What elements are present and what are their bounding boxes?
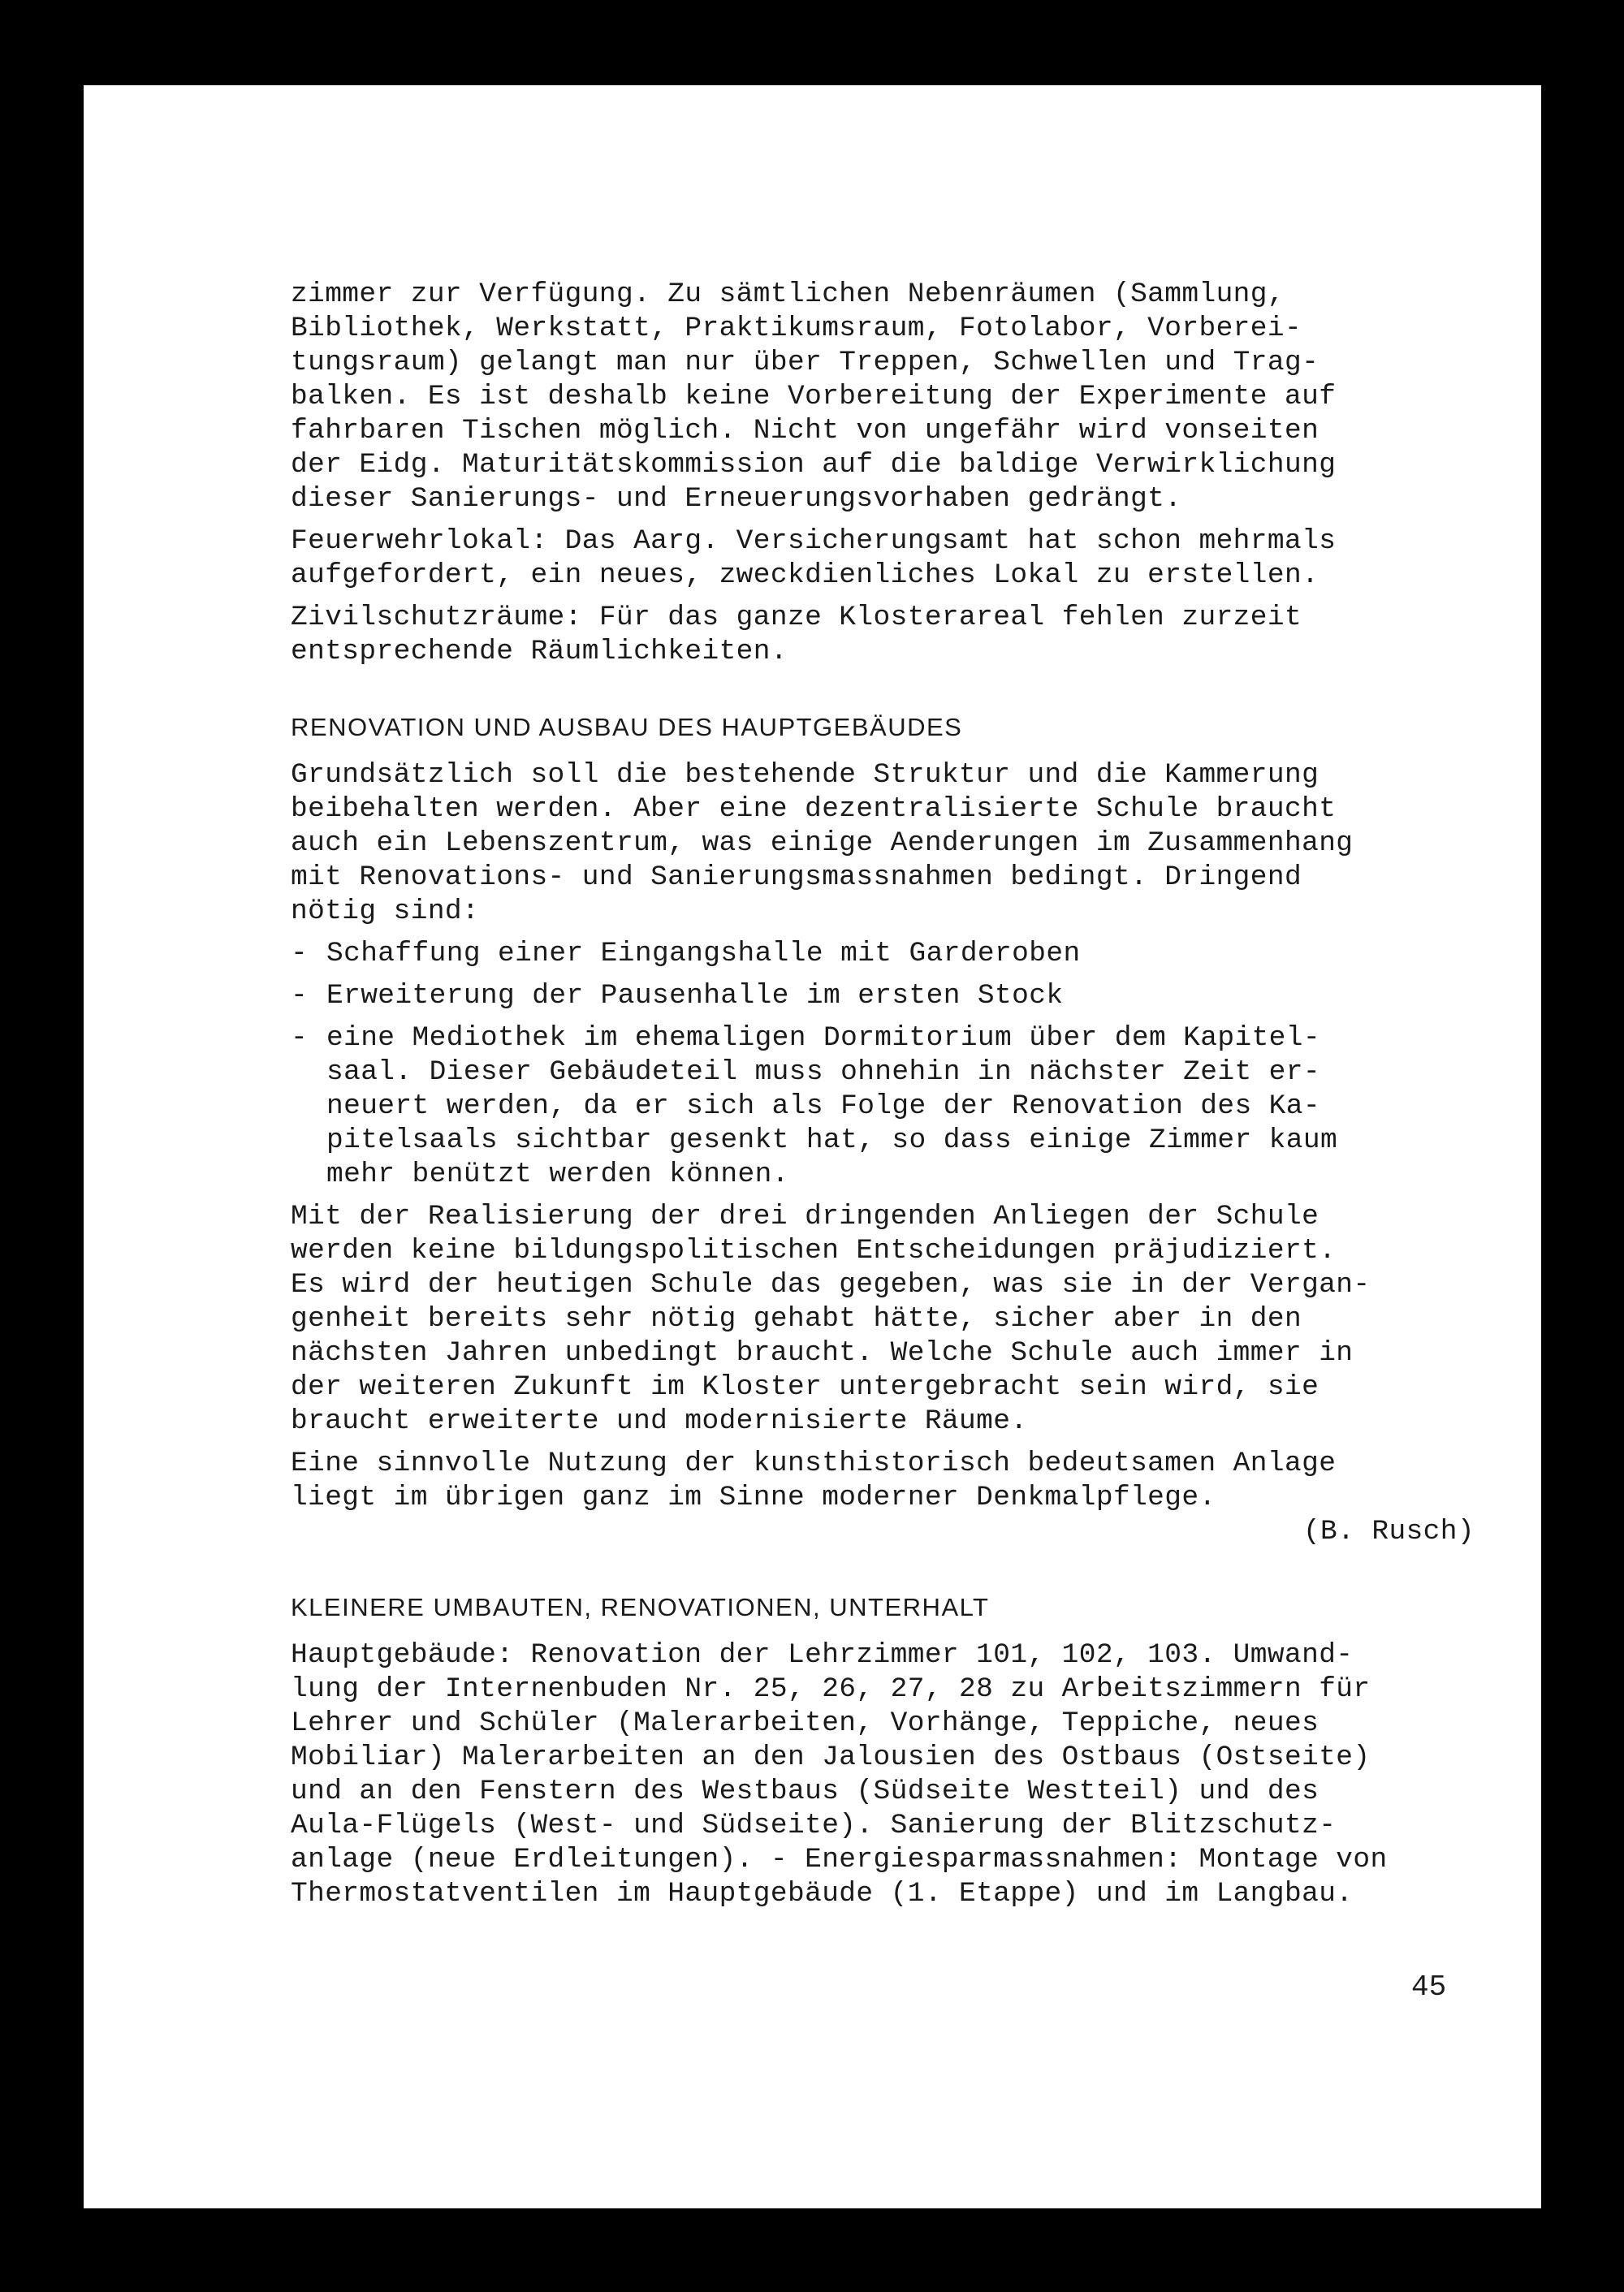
text-line: Mit der Realisierung der drei dringenden Anliegen der Schule [291, 1201, 1320, 1232]
author-signature: (B. Rusch) [1302, 1516, 1475, 1547]
text-line: Lehrer und Schüler (Malerarbeiten, Vorhänge, Teppiche, neues [291, 1707, 1320, 1739]
text-line: der weiteren Zukunft im Kloster untergebracht sein wird, sie [291, 1371, 1320, 1403]
bullet-dash: - [291, 1022, 309, 1054]
text-line: Schaffung einer Eingangshalle mit Garderoben [326, 938, 1081, 969]
section1-paragraph-1 [291, 758, 1566, 929]
section1-paragraph-2 [291, 1200, 1566, 1439]
section-heading-umbauten: KLEINERE UMBAUTEN, RENOVATIONEN, UNTERHALT [291, 1593, 990, 1621]
text-line: Feuerwehrlokal: Das Aarg. Versicherungsamt hat schon mehrmals [291, 525, 1337, 557]
text-line: Zivilschutzräume: Für das ganze Klosterareal fehlen zurzeit [291, 602, 1302, 633]
list-item [291, 1021, 1566, 1192]
text-line: der Eidg. Maturitätskommission auf die baldige Verwirklichung [291, 449, 1337, 481]
text-line: Bibliothek, Werkstatt, Praktikumsraum, Fotolabor, Vorberei- [291, 313, 1302, 344]
text-line: beibehalten werden. Aber eine dezentralisierte Schule braucht [291, 793, 1337, 825]
page-number: 45 [1411, 1970, 1447, 2004]
section1-paragraph-3 [291, 1447, 1566, 1549]
text-line: mit Renovations- und Sanierungsmassnahmen bedingt. Dringend [291, 861, 1302, 893]
text-line: Es wird der heutigen Schule das gegeben, was sie in der Vergan- [291, 1269, 1371, 1301]
text-line: Eine sinnvolle Nutzung der kunsthistorisch bedeutsamen Anlage [291, 1448, 1337, 1479]
text-line: Grundsätzlich soll die bestehende Struktur und die Kammerung [291, 759, 1320, 791]
text-line: auch ein Lebenszentrum, was einige Aenderungen im Zusammenhang [291, 827, 1354, 859]
document-body [291, 278, 1566, 1919]
text-line: Mobiliar) Malerarbeiten an den Jalousien des Ostbaus (Ostseite) [291, 1742, 1371, 1773]
text-line: und an den Fenstern des Westbaus (Südseite Westteil) und des [291, 1776, 1320, 1807]
intro-paragraph-zivilschutz [291, 601, 1566, 669]
text-line: pitelsaals sichtbar gesenkt hat, so dass einige Zimmer kaum [326, 1124, 1338, 1156]
intro-paragraph-1 [291, 278, 1566, 516]
section-heading-renovation: RENOVATION UND AUSBAU DES HAUPTGEBÄUDES [291, 713, 963, 741]
text-line: braucht erweiterte und modernisierte Räume. [291, 1405, 1028, 1437]
text-line: mehr benützt werden können. [326, 1159, 789, 1190]
text-line: tungsraum) gelangt man nur über Treppen, Schwellen und Trag- [291, 347, 1320, 378]
text-line: Aula-Flügels (West- und Südseite). Sanierung der Blitzschutz- [291, 1810, 1337, 1841]
text-line: neuert werden, da er sich als Folge der Renovation des Ka- [326, 1090, 1320, 1122]
bullet-dash: - [291, 938, 309, 969]
text-line: Erweiterung der Pausenhalle im ersten Stock [326, 980, 1064, 1012]
intro-paragraph-feuerwehrlokal [291, 524, 1566, 593]
text-line: liegt im übrigen ganz im Sinne moderner Denkmalpflege. [291, 1482, 1216, 1513]
text-line: zimmer zur Verfügung. Zu sämtlichen Nebenräumen (Sammlung, [291, 278, 1285, 310]
list-item [291, 979, 1566, 1013]
text-line: fahrbaren Tischen möglich. Nicht von ungefähr wird vonseiten [291, 415, 1320, 447]
text-line: nächsten Jahren unbedingt braucht. Welche Schule auch immer in [291, 1337, 1354, 1369]
text-line: Thermostatventilen im Hauptgebäude (1. Etappe) und im Langbau. [291, 1878, 1354, 1910]
text-line: nötig sind: [291, 896, 480, 927]
list-item [291, 937, 1566, 971]
text-line: eine Mediothek im ehemaligen Dormitorium über dem Kapitel- [326, 1022, 1320, 1054]
text-line: entsprechende Räumlichkeiten. [291, 636, 788, 667]
text-line: werden keine bildungspolitischen Entscheidungen präjudiziert. [291, 1235, 1337, 1267]
document-page [84, 85, 1541, 2208]
bullet-dash: - [291, 980, 309, 1012]
text-line: dieser Sanierungs- und Erneuerungsvorhaben gedrängt. [291, 483, 1182, 515]
text-line: saal. Dieser Gebäudeteil muss ohnehin in nächster Zeit er- [326, 1056, 1320, 1088]
text-line: lung der Internenbuden Nr. 25, 26, 27, 28 zu Arbeitszimmern für [291, 1673, 1371, 1705]
text-line: aufgefordert, ein neues, zweckdienliches Lokal zu erstellen. [291, 559, 1320, 591]
text-line: balken. Es ist deshalb keine Vorbereitung der Experimente auf [291, 381, 1337, 412]
text-line: genheit bereits sehr nötig gehabt hätte, sicher aber in den [291, 1303, 1302, 1335]
text-line: anlage (neue Erdleitungen). - Energiesparmassnahmen: Montage von [291, 1844, 1388, 1875]
text-line: Hauptgebäude: Renovation der Lehrzimmer 101, 102, 103. Umwand- [291, 1639, 1354, 1671]
section2-paragraph-1 [291, 1638, 1566, 1911]
